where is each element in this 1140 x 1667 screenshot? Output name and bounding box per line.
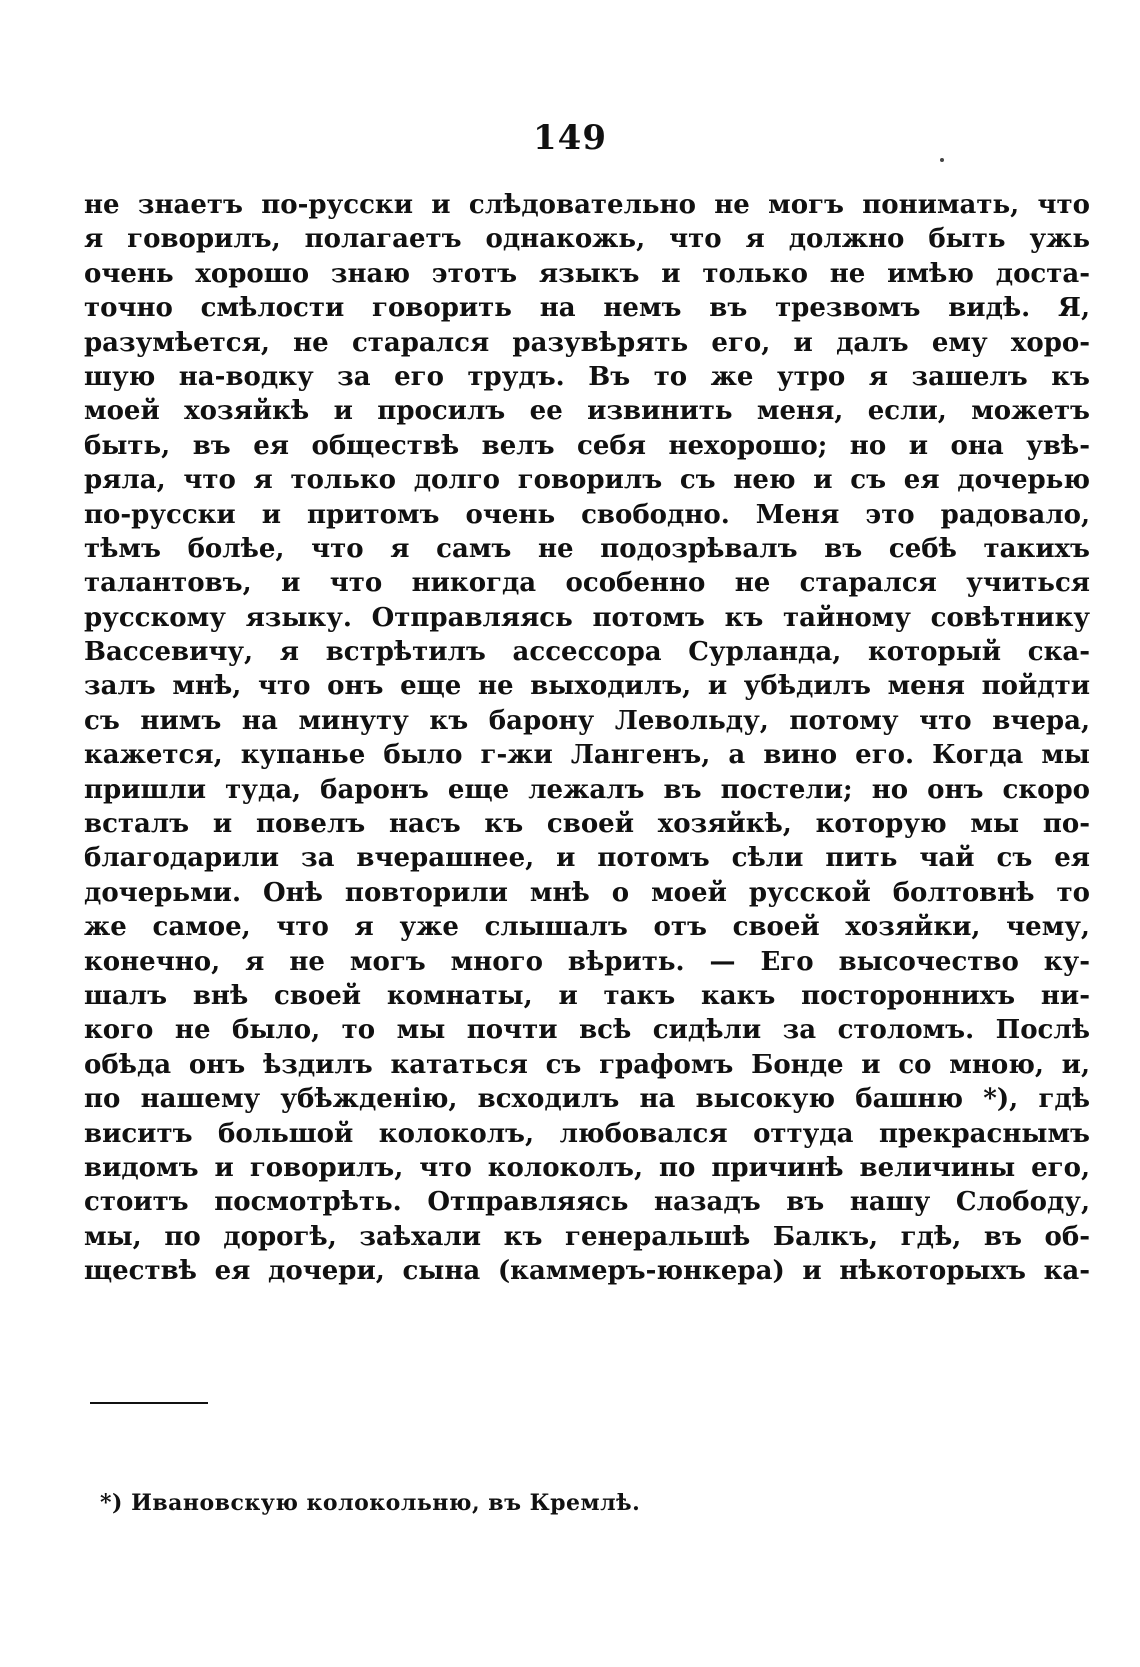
- text-line: кажется, купанье было г-жи Лангенъ, а вино его. Когда мы: [84, 740, 1090, 771]
- text-line: разумѣется, не старался разувѣрять его, и далъ ему хоро-: [84, 327, 1090, 358]
- body-text: [84, 188, 1090, 1289]
- text-line: залъ мнѣ, что онъ еще не выходилъ, и убѣдилъ меня пойдти: [84, 671, 1090, 702]
- text-line: быть, въ ея обществѣ велъ себя нехорошо; но и она увѣ-: [84, 430, 1090, 461]
- text-line: шую на-водку за его трудъ. Въ то же утро я зашелъ къ: [84, 361, 1090, 392]
- text-line: видомъ и говорилъ, что колоколъ, по причинѣ величины его,: [84, 1152, 1090, 1183]
- text-line: виситъ большой колоколъ, любовался оттуда прекраснымъ: [84, 1118, 1090, 1149]
- text-line: тѣмъ болѣе, что я самъ не подозрѣвалъ въ себѣ такихъ: [84, 533, 1090, 564]
- text-line: мы, по дорогѣ, заѣхали къ генеральшѣ Балкъ, гдѣ, въ об-: [84, 1221, 1090, 1252]
- text-line: я говорилъ, полагаетъ однакожь, что я должно быть ужь: [84, 224, 1090, 255]
- text-line: стоитъ посмотрѣть. Отправляясь назадъ въ нашу Слободу,: [84, 1187, 1090, 1218]
- text-line: съ нимъ на минуту къ барону Левольду, потому что вчера,: [84, 705, 1090, 736]
- text-line: конечно, я не могъ много вѣрить. — Его высочество ку-: [84, 946, 1090, 977]
- text-line: благодарили за вчерашнее, и потомъ сѣли пить чай съ ея: [84, 843, 1090, 874]
- footnote: *) Ивановскую колокольню, въ Кремлѣ.: [100, 1490, 641, 1516]
- text-line: всталъ и повелъ насъ къ своей хозяйкѣ, которую мы по-: [84, 809, 1090, 840]
- text-line: русскому языку. Отправляясь потомъ къ тайному совѣтнику: [84, 602, 1090, 633]
- text-line: очень хорошо знаю этотъ языкъ и только не имѣю доста-: [84, 258, 1090, 289]
- text-line: по-русски и притомъ очень свободно. Меня это радовало,: [84, 499, 1090, 530]
- text-line: обѣда онъ ѣздилъ кататься съ графомъ Бонде и со мною, и,: [84, 1049, 1090, 1080]
- page-number: 149: [533, 118, 607, 158]
- text-line: точно смѣлости говорить на немъ въ трезвомъ видѣ. Я,: [84, 293, 1090, 324]
- text-line: не знаетъ по-русски и слѣдовательно не могъ понимать, что: [84, 190, 1090, 220]
- text-line: шалъ внѣ своей комнаты, и такъ какъ постороннихъ ни-: [84, 980, 1090, 1011]
- text-line: талантовъ, и что никогда особенно не старался учиться: [84, 568, 1090, 599]
- text-line: же самое, что я уже слышалъ отъ своей хозяйки, чему,: [84, 912, 1090, 943]
- text-line: пришли туда, баронъ еще лежалъ въ постели; но онъ скоро: [84, 774, 1090, 805]
- text-line: ряла, что я только долго говорилъ съ нею и съ ея дочерью: [84, 465, 1090, 496]
- text-line: Вассевичу, я встрѣтилъ ассессора Сурланда, который ска-: [84, 637, 1090, 668]
- text-line: моей хозяйкѣ и просилъ ее извинить меня, если, можетъ: [84, 396, 1090, 427]
- text-line: ществѣ ея дочери, сына (каммеръ-юнкера) и нѣкоторыхъ ка-: [84, 1256, 1090, 1287]
- ink-speck: [940, 158, 944, 162]
- text-line: дочерьми. Онѣ повторили мнѣ о моей русской болтовнѣ то: [84, 877, 1090, 908]
- text-line: по нашему убѣжденію, всходилъ на высокую башню *), гдѣ: [84, 1084, 1090, 1115]
- text-line: кого не было, то мы почти всѣ сидѣли за столомъ. Послѣ: [84, 1015, 1090, 1046]
- footnote-divider: [90, 1402, 208, 1404]
